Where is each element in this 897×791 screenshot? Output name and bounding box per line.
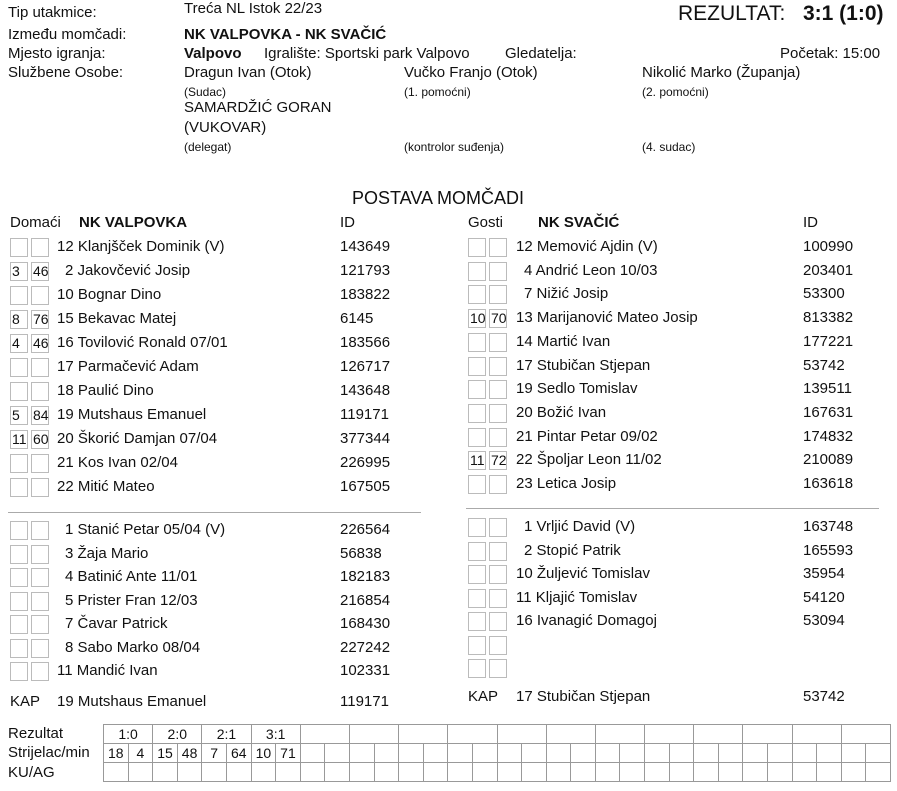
home-sub-player-id: 227242	[340, 638, 391, 656]
score-grid-cell	[300, 725, 349, 744]
score-grid-results-row	[104, 725, 891, 744]
score-grid-cell	[374, 763, 399, 782]
home-sub-sub-min-box	[31, 545, 49, 564]
home-starter-sub-min-box	[31, 358, 49, 377]
away-sub-player-id: 163748	[803, 518, 854, 535]
match-type-label: Tip utakmice:	[8, 4, 97, 21]
home-starter-sub-out-box	[10, 238, 28, 257]
home-sub-sub-min-box	[31, 568, 49, 587]
away-starter-player-name: 19 Sedlo Tomislav	[516, 380, 638, 398]
score-grid-cell	[251, 763, 276, 782]
away-side-label: Gosti	[468, 214, 504, 231]
score-grid-cell	[423, 763, 448, 782]
score-grid-cell	[817, 763, 842, 782]
venue-label: Mjesto igranja:	[8, 45, 106, 62]
home-starter-sub-min-box: 84	[33, 407, 49, 423]
score-grid-cell	[104, 763, 129, 782]
score-grid-cell: 2:1	[202, 725, 251, 744]
home-sub-sub-min-box	[31, 639, 49, 658]
away-starter-sub-out-box	[468, 380, 486, 399]
score-grid-cell	[349, 763, 374, 782]
home-starter-player-id: 143648	[340, 382, 391, 399]
score-grid-cell	[448, 744, 473, 763]
away-sub-player-name: 11 Kljajić Tomislav	[516, 588, 638, 606]
home-starter-player-id: 121793	[340, 262, 391, 279]
away-sub-player-name: 2 Stopić Patrik	[524, 541, 621, 559]
home-starter-sub-out-box: 11	[12, 431, 27, 447]
home-sub-sub-out-box	[10, 662, 28, 681]
score-grid-cell	[841, 744, 866, 763]
score-grid-cell: 48	[177, 744, 202, 763]
score-grid-cell	[866, 744, 891, 763]
delegate-city: (VUKOVAR)	[184, 119, 267, 136]
assistant1-role: (1. pomoćni)	[404, 85, 471, 99]
teams-label: Između momčadi:	[8, 26, 127, 43]
home-sub-player-id: 182183	[340, 568, 391, 585]
away-starter-player-id: 100990	[803, 238, 854, 255]
score-grid-cell	[522, 763, 547, 782]
home-captain-label: KAP	[10, 693, 41, 710]
score-grid-cell	[768, 763, 793, 782]
score-grid-cell: 3:1	[251, 725, 300, 744]
score-grid-cell	[669, 744, 694, 763]
assistant1-name: Vučko Franjo (Otok)	[404, 64, 538, 81]
teams-value: NK VALPOVKA - NK SVAČIĆ	[184, 26, 387, 43]
home-sub-player-id: 56838	[340, 544, 382, 562]
away-sub-player-name: 10 Žuljević Tomislav	[516, 565, 650, 582]
score-grid-cell	[866, 763, 891, 782]
score-grid	[103, 724, 891, 782]
home-starter-sub-out-box: 8	[10, 310, 28, 329]
away-starter-player-name: 12 Memović Ajdin (V)	[516, 238, 658, 255]
start-time: Početak: 15:00	[780, 45, 881, 62]
score-grid-cell	[694, 763, 719, 782]
home-starter-sub-out-box	[10, 286, 28, 305]
home-starter-sub-min-box	[31, 286, 49, 305]
score-grid-cell	[694, 725, 743, 744]
score-grid-cell: 64	[226, 744, 251, 763]
away-sub-sub-min-box	[489, 589, 507, 608]
away-starter-player-name: 4 Andrić Leon 10/03	[524, 261, 658, 279]
away-starter-player-id: 203401	[803, 261, 854, 279]
home-sub-player-name: 1 Stanić Petar 05/04 (V)	[65, 521, 226, 538]
home-starter-player-id: 119171	[340, 406, 389, 423]
away-captain-id: 53742	[803, 688, 845, 705]
score-grid-cell	[522, 744, 547, 763]
home-starter-player-id: 126717	[340, 358, 391, 375]
away-starter-player-id: 53300	[803, 285, 845, 303]
home-starter-sub-min-box: 46	[33, 263, 49, 279]
home-captain-name: 19 Mutshaus Emanuel	[57, 693, 207, 710]
home-captain-id: 119171	[340, 693, 389, 710]
assistant2-name: Nikolić Marko (Županja)	[642, 64, 801, 81]
home-sub-sub-min-box	[31, 592, 49, 611]
home-starter-sub-out-box	[10, 454, 28, 473]
score-grid-cell	[128, 763, 153, 782]
score-grid-cell: 7	[202, 744, 227, 763]
score-grid-cell	[743, 725, 792, 744]
home-sub-player-id: 102331	[340, 662, 391, 679]
away-starter-sub-min-box	[489, 285, 507, 304]
score-grid-cell: 15	[153, 744, 178, 763]
assistant2-role: (2. pomoćni)	[642, 85, 709, 99]
score-grid-cell	[276, 763, 301, 782]
away-starter-sub-out-box	[468, 428, 486, 447]
score-grid-cell	[595, 744, 620, 763]
home-starter-player-id: 143649	[340, 238, 391, 255]
home-sub-player-name: 5 Prister Fran 12/03	[65, 591, 198, 609]
away-starter-sub-out-box: 11	[470, 452, 485, 469]
home-sub-sub-out-box	[10, 545, 28, 564]
away-starter-sub-out-box: 10	[470, 310, 486, 327]
home-sub-player-name: 8 Sabo Marko 08/04	[65, 638, 201, 656]
away-sub-player-id: 35954	[803, 565, 845, 582]
score-grid-cell	[546, 725, 595, 744]
score-grid-cell	[792, 725, 841, 744]
away-sub-sub-out-box	[468, 636, 486, 655]
score-grid-cell	[177, 763, 202, 782]
away-sub-sub-out-box	[468, 542, 486, 561]
away-id-header: ID	[803, 214, 818, 231]
score-grid-cell	[423, 744, 448, 763]
away-divider	[466, 508, 879, 509]
score-grid-cell	[497, 725, 546, 744]
score-grid-cell	[202, 763, 227, 782]
home-starter-sub-min-box: 60	[33, 431, 49, 447]
home-id-header: ID	[340, 214, 355, 231]
home-starter-sub-min-box	[31, 478, 49, 497]
away-sub-sub-min-box	[489, 565, 507, 584]
score-grid-cell	[694, 744, 719, 763]
away-captain-label: KAP	[468, 688, 499, 705]
score-grid-cell	[841, 763, 866, 782]
home-sub-player-id: 168430	[340, 615, 391, 632]
home-starter-player-id: 6145	[340, 310, 374, 327]
home-team-name: NK VALPOVKA	[79, 214, 188, 231]
score-grid-cell	[300, 763, 325, 782]
score-grid-cell	[743, 763, 768, 782]
away-starter-player-name: 7 Nižić Josip	[524, 285, 609, 303]
away-sub-sub-out-box	[468, 565, 486, 584]
home-starter-player-name: 20 Škorić Damjan 07/04	[57, 430, 218, 447]
away-starter-player-name: 13 Marijanović Mateo Josip	[516, 309, 698, 327]
officials-label: Službene Osobe:	[8, 64, 124, 81]
score-grid-scorers-row	[104, 744, 891, 763]
home-sub-player-name: 3 Žaja Mario	[65, 544, 149, 562]
away-sub-sub-out-box	[468, 659, 486, 678]
score-grid-cell	[349, 725, 398, 744]
home-starter-player-name: 10 Bognar Dino	[57, 286, 162, 303]
score-grid-cell	[743, 744, 768, 763]
score-grid-cell	[546, 744, 571, 763]
spectators-label: Gledatelja:	[505, 45, 577, 62]
away-starter-player-name: 14 Martić Ivan	[516, 332, 611, 350]
home-starter-player-name: 19 Mutshaus Emanuel	[57, 406, 207, 423]
home-sub-sub-min-box	[31, 615, 49, 634]
home-starter-sub-out-box	[10, 382, 28, 401]
score-grid-cell	[841, 725, 890, 744]
score-grid-cell: 18	[104, 744, 129, 763]
away-sub-sub-min-box	[489, 636, 507, 655]
score-grid-cell	[620, 744, 645, 763]
controller-role: (kontrolor suđenja)	[404, 140, 505, 154]
home-starter-sub-out-box	[10, 358, 28, 377]
away-starter-player-name: 23 Letica Josip	[516, 475, 617, 492]
home-starter-sub-min-box: 76	[33, 311, 49, 327]
home-starter-player-name: 12 Klanjšček Dominik (V)	[57, 238, 225, 255]
away-starter-player-id: 53742	[803, 356, 845, 374]
home-sub-sub-out-box	[10, 521, 28, 540]
away-starter-player-name: 17 Stubičan Stjepan	[516, 356, 651, 374]
score-grid-cell: 2:0	[153, 725, 202, 744]
result-label: REZULTAT:	[678, 2, 786, 25]
home-sub-player-name: 4 Batinić Ante 11/01	[65, 568, 198, 585]
away-sub-player-name: 16 Ivanagić Domagoj	[516, 612, 657, 629]
score-grid-cell	[349, 744, 374, 763]
score-grid-cell	[571, 763, 596, 782]
score-grid-cell	[448, 725, 497, 744]
home-starter-player-id: 183566	[340, 334, 391, 351]
away-starter-player-name: 20 Božić Ivan	[516, 403, 607, 421]
score-grid-cell	[595, 725, 644, 744]
home-starter-sub-out-box: 4	[10, 334, 28, 353]
away-sub-sub-min-box	[489, 542, 507, 561]
home-sub-sub-out-box	[10, 639, 28, 658]
home-starter-sub-min-box	[31, 382, 49, 401]
away-starter-sub-out-box	[468, 333, 486, 352]
away-starter-player-id: 139511	[803, 380, 852, 398]
score-grid-cell	[399, 763, 424, 782]
score-grid-cell	[718, 744, 743, 763]
score-grid-cards-row	[104, 763, 891, 782]
away-starter-sub-out-box	[468, 357, 486, 376]
home-sub-player-id: 216854	[340, 591, 391, 609]
away-starter-player-id: 167631	[803, 403, 854, 421]
score-grid-cell	[497, 744, 522, 763]
score-grid-cell	[718, 763, 743, 782]
away-starter-sub-out-box	[468, 262, 486, 281]
cards-row-label: KU/AG	[8, 764, 55, 781]
away-starter-sub-min-box	[489, 262, 507, 281]
home-starter-player-id: 183822	[340, 286, 391, 303]
home-sub-sub-out-box	[10, 615, 28, 634]
score-grid-cell: 71	[276, 744, 301, 763]
venue-value: Valpovo	[184, 45, 242, 62]
away-starter-player-id: 210089	[803, 451, 854, 469]
away-sub-sub-min-box	[489, 659, 507, 678]
home-starter-player-id: 226995	[340, 454, 391, 471]
away-starter-player-id: 813382	[803, 309, 854, 327]
away-sub-player-id: 53094	[803, 612, 845, 629]
home-starter-player-name: 18 Paulić Dino	[57, 382, 154, 399]
ground-text: Igralište: Sportski park Valpovo	[264, 45, 470, 62]
home-sub-sub-min-box	[31, 521, 49, 540]
score-grid-cell: 1:0	[104, 725, 153, 744]
home-starter-sub-out-box: 5	[10, 406, 28, 425]
score-row-label: Rezultat	[8, 725, 64, 742]
score-grid-cell	[226, 763, 251, 782]
fourth-official-role: (4. sudac)	[642, 140, 696, 154]
away-sub-sub-out-box	[468, 518, 486, 537]
referee-name: Dragun Ivan (Otok)	[184, 64, 312, 81]
score-grid-cell	[669, 763, 694, 782]
home-starter-player-name: 17 Parmačević Adam	[57, 358, 199, 375]
score-grid-cell	[792, 744, 817, 763]
away-sub-player-name: 1 Vrljić David (V)	[524, 518, 636, 535]
away-starter-player-id: 177221	[803, 332, 854, 350]
home-starter-player-id: 167505	[340, 478, 391, 495]
result-value: 3:1 (1:0)	[803, 2, 884, 25]
score-grid-cell	[399, 744, 424, 763]
home-starter-player-name: 22 Mitić Mateo	[57, 478, 155, 495]
referee-role: (Sudac)	[184, 85, 227, 99]
away-team-name: NK SVAČIĆ	[538, 214, 620, 231]
away-starter-player-name: 22 Špoljar Leon 11/02	[516, 451, 662, 469]
home-starter-player-name: 15 Bekavac Matej	[57, 310, 177, 327]
away-sub-player-id: 54120	[803, 588, 845, 606]
score-grid-cell	[325, 744, 350, 763]
home-starter-sub-min-box	[31, 454, 49, 473]
away-starter-sub-out-box	[468, 475, 486, 494]
away-sub-sub-min-box	[489, 612, 507, 631]
match-type-value: Treća NL Istok 22/23	[184, 0, 323, 17]
score-grid-cell	[792, 763, 817, 782]
away-sub-sub-out-box	[468, 589, 486, 608]
score-grid-cell	[374, 744, 399, 763]
home-sub-player-name: 11 Mandić Ivan	[57, 662, 158, 679]
away-starter-sub-min-box	[489, 380, 507, 399]
score-grid-cell	[472, 763, 497, 782]
home-starter-sub-min-box: 46	[33, 335, 49, 351]
scorer-row-label: Strijelac/min	[8, 744, 90, 761]
score-grid-cell	[153, 763, 178, 782]
home-starter-sub-out-box: 3	[10, 262, 28, 281]
home-sub-sub-out-box	[10, 568, 28, 587]
home-starter-sub-out-box	[10, 478, 28, 497]
score-grid-cell	[546, 763, 571, 782]
score-grid-cell: 4	[128, 744, 153, 763]
away-starter-sub-min-box	[489, 238, 507, 257]
away-captain-name: 17 Stubičan Stjepan	[516, 688, 651, 705]
away-sub-sub-out-box	[468, 612, 486, 631]
delegate-name: SAMARDŽIĆ GORAN	[184, 99, 332, 116]
score-grid-cell	[472, 744, 497, 763]
away-starter-player-id: 174832	[803, 427, 854, 445]
score-grid-cell	[497, 763, 522, 782]
away-sub-player-id: 165593	[803, 541, 854, 559]
home-starter-player-id: 377344	[340, 430, 391, 447]
away-starter-player-id: 163618	[803, 475, 854, 492]
home-side-label: Domaći	[10, 214, 61, 231]
delegate-role: (delegat)	[184, 140, 232, 154]
away-starter-sub-min-box	[489, 357, 507, 376]
score-grid-cell	[595, 763, 620, 782]
score-grid-cell	[768, 744, 793, 763]
score-grid-cell	[817, 744, 842, 763]
home-divider	[8, 512, 421, 513]
home-starter-player-name: 16 Tovilović Ronald 07/01	[57, 334, 228, 351]
home-sub-player-id: 226564	[340, 521, 391, 538]
score-grid-cell	[300, 744, 325, 763]
score-grid-cell	[325, 763, 350, 782]
score-grid-cell	[645, 744, 670, 763]
away-starter-player-name: 21 Pintar Petar 09/02	[516, 427, 658, 445]
home-starter-player-name: 21 Kos Ivan 02/04	[57, 454, 178, 471]
score-grid-cell	[448, 763, 473, 782]
home-sub-sub-min-box	[31, 662, 49, 681]
away-starter-sub-out-box	[468, 285, 486, 304]
away-starter-sub-min-box	[489, 475, 507, 494]
away-starter-sub-out-box	[468, 238, 486, 257]
home-sub-sub-out-box	[10, 592, 28, 611]
away-starter-sub-out-box	[468, 404, 486, 423]
lineup-title: POSTAVA MOMČADI	[352, 188, 525, 208]
score-grid-cell	[571, 744, 596, 763]
home-sub-player-name: 7 Čavar Patrick	[65, 615, 168, 632]
score-grid-cell	[620, 763, 645, 782]
score-grid-cell	[399, 725, 448, 744]
away-starter-sub-min-box: 72	[491, 452, 507, 469]
away-starter-sub-min-box	[489, 404, 507, 423]
away-starter-sub-min-box: 70	[491, 310, 507, 327]
away-starter-sub-min-box	[489, 333, 507, 352]
score-grid-cell: 10	[251, 744, 276, 763]
score-grid-cell	[645, 763, 670, 782]
away-starter-sub-min-box	[489, 428, 507, 447]
home-starter-player-name: 2 Jakovčević Josip	[65, 262, 191, 279]
score-grid-cell	[645, 725, 694, 744]
away-sub-sub-min-box	[489, 518, 507, 537]
home-starter-sub-min-box	[31, 238, 49, 257]
